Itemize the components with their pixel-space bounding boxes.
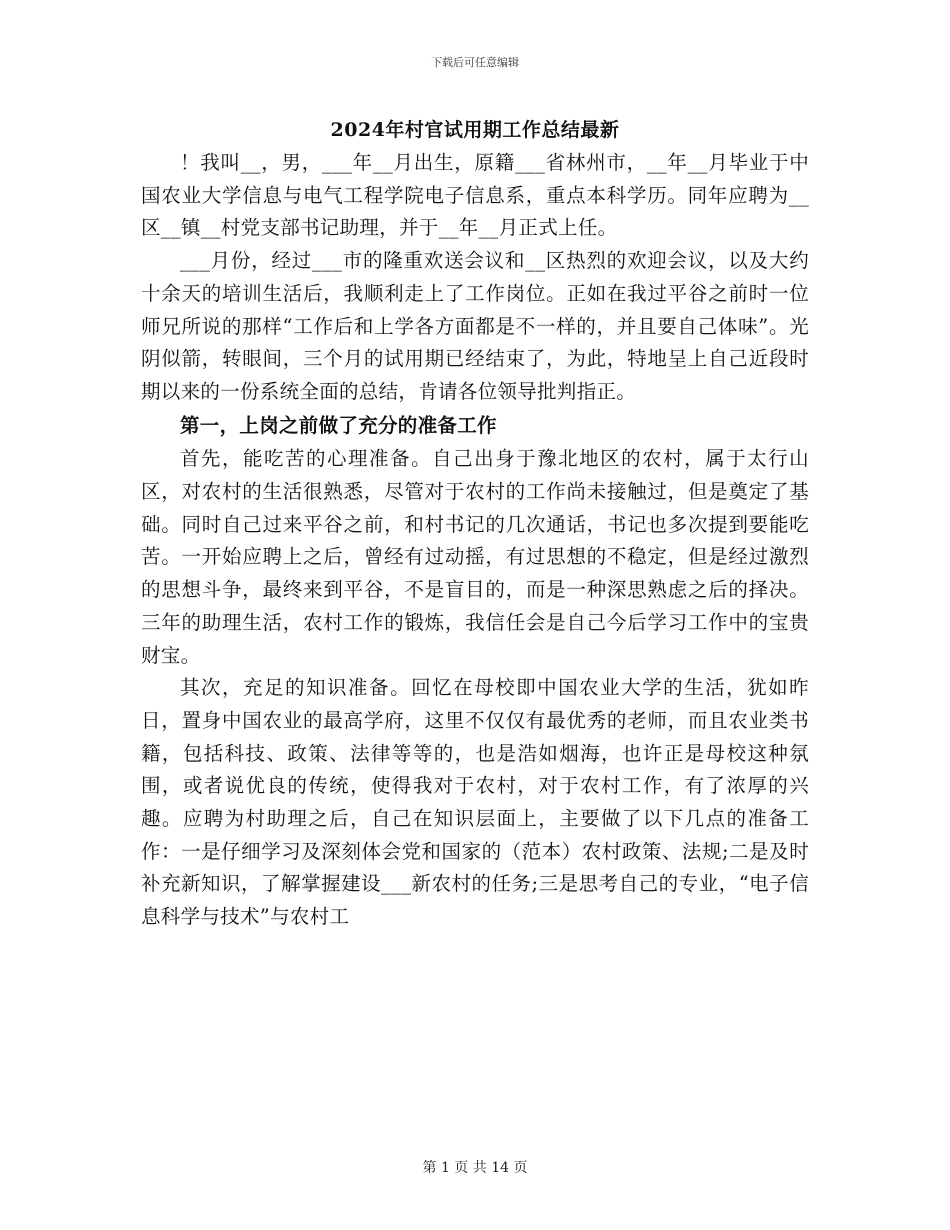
document-body <box>141 147 809 934</box>
section-heading-preparation: 第一，上岗之前做了充分的准备工作 <box>180 413 497 437</box>
header-note: 下载后可任意编辑 <box>431 56 519 69</box>
page-number: 第 1 页 共 14 页 <box>422 1160 528 1176</box>
paragraph-intro: ！我叫__，男，___年__月出生，原籍___省林州市，__年__月毕业于中国农业大学信息与电气工程学院电子信息系，重点本科学历。同年应聘为__区__镇__村党支部书记助理，并于__年__月正式上任。 <box>141 151 809 240</box>
document-title: 2024年村官试用期工作总结最新 <box>330 119 620 141</box>
paragraph-knowledge-preparation: 其次，充足的知识准备。回忆在母校即中国农业大学的生活，犹如昨日，置身中国农业的最高学府，这里不仅仅有最优秀的老师，而且农业类书籍，包括科技、政策、法律等等的，也是浩如烟海，也许正是母校这种氛围，或者说优良的传统，使得我对于农村，对于农村工作，有了浓厚的兴趣。应聘为村助理之后，自己在知识层面上，主要做了以下几点的准备工作：一是仔细学习及深刻体会党和国家的（范本）农村政策、法规;二是及时补充新知识，了解掌握建设___新农村的任务;三是思考自己的专业，“电子信息科学与技术”与农村工 <box>141 676 809 929</box>
paragraph-arrival: ___月份，经过___市的隆重欢送会议和__区热烈的欢迎会议，以及大约十余天的培训生活后，我顺利走上了工作岗位。正如在我过平谷之前时一位师兄所说的那样“工作后和上学各方面都是不一样的，并且要自己体味”。光阴似箭，转眼间，三个月的试用期已经结束了，为此，特地呈上自己近段时期以来的一份系统全面的总结，肯请各位领导批判指正。 <box>141 249 809 403</box>
paragraph-mental-preparation: 首先，能吃苦的心理准备。自己出身于豫北地区的农村，属于太行山区，对农村的生活很熟悉，尽管对于农村的工作尚未接触过，但是奠定了基础。同时自己过来平谷之前，和村书记的几次通话，书记也多次提到要能吃苦。一开始应聘上之后，曾经有过动摇，有过思想的不稳定，但是经过激烈的思想斗争，最终来到平谷，不是盲目的，而是一种深思熟虑之后的择决。三年的助理生活，农村工作的锻炼，我信任会是自己今后学习工作中的宝贵财宝。 <box>141 447 809 667</box>
